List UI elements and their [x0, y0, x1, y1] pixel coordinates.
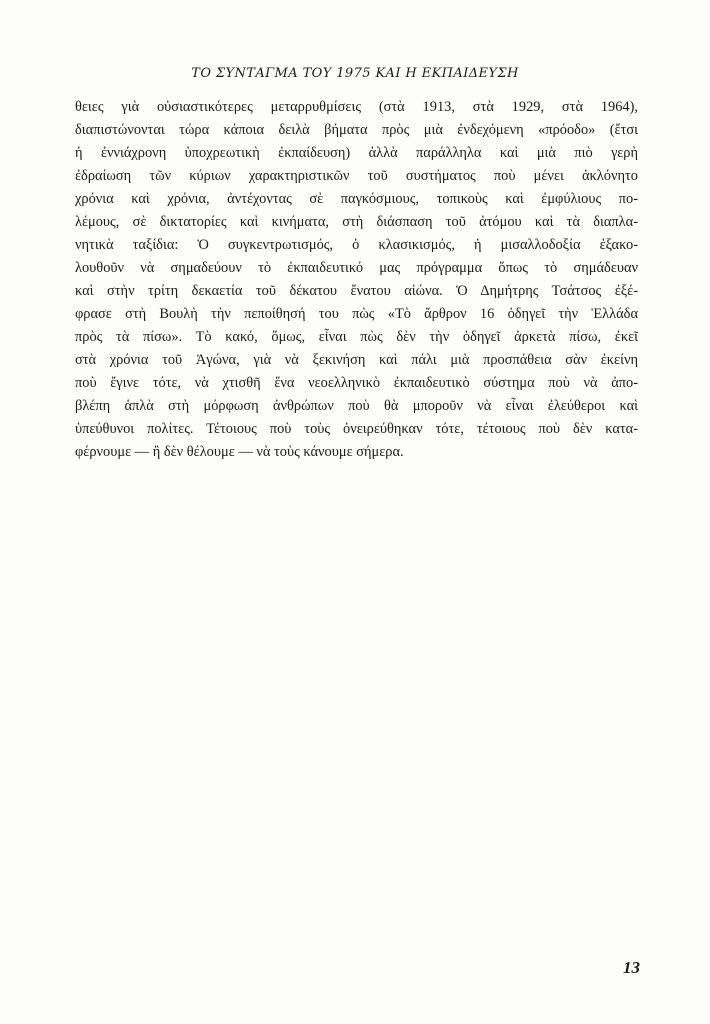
- text-line: φρασε στὴ Βουλὴ τὴν πεποίθησή του πὼς «Τὸ ἄρθρον 16 ὁδηγεῖ τὴν Ἑλλάδα: [75, 306, 638, 322]
- text-line: διαπιστώνονται τώρα κάποια δειλὰ βήματα πρὸς μιὰ ἐνδεχόμενη «πρόοδο» (ἔτσι: [75, 122, 638, 138]
- text-line: ποὺ ἔγινε τότε, νὰ χτισθῆ ἕνα νεοελληνικὸ ἐκπαιδευτικὸ σύστημα ποὺ νὰ ἀπο-: [75, 375, 638, 391]
- text-line: βλέπη ἁπλὰ στὴ μόρφωση ἀνθρώπων ποὺ θὰ μποροῦν νὰ εἶναι ἐλεύθεροι καὶ: [75, 398, 638, 414]
- text-line: καὶ στὴν τρίτη δεκαετία τοῦ δέκατου ἔνατου αἰώνα. Ὁ Δημήτρης Τσάτσος ἐξέ-: [75, 283, 638, 299]
- text-line: ἐδραίωση τῶν κύριων χαρακτηριστικῶν τοῦ συστήματος ποὺ μένει ἀκλόνητο: [75, 168, 638, 184]
- text-line: στὰ χρόνια τοῦ Ἀγώνα, γιὰ νὰ ξεκινήση καὶ πάλι μιὰ προσπάθεια σὰν ἐκείνη: [75, 352, 638, 368]
- text-line: φέρνουμε — ἢ δὲν θέλουμε — νὰ τοὺς κάνουμε σήμερα.: [75, 444, 404, 460]
- text-line: λέμους, σὲ δικτατορίες καὶ κινήματα, στὴ διάσπαση τοῦ ἀτόμου καὶ τὰ διαπλα-: [75, 214, 638, 230]
- text-line: ὑπεύθυνοι πολίτες. Τέτοιους ποὺ τοὺς ὀνειρεύθηκαν τότε, τέτοιους ποὺ δὲν κατα-: [75, 421, 638, 437]
- text-line: θειες γιὰ οὐσιαστικότερες μεταρρυθμίσεις (στὰ 1913, στὰ 1929, στὰ 1964),: [75, 99, 638, 115]
- text-line: ἡ ἐννιάχρονη ὑποχρεωτικὴ ἐκπαίδευση) ἀλλὰ παράλληλα καὶ μιὰ πιὸ γερὴ: [75, 145, 638, 161]
- text-line: χρόνια καὶ χρόνια, ἀντέχοντας σὲ παγκόσμιους, τοπικοὺς καὶ ἐμφύλιους πο-: [75, 191, 638, 207]
- body-paragraph: [75, 96, 638, 464]
- running-title: ΤΟ ΣΥΝΤΑΓΜΑ ΤΟΥ 1975 ΚΑΙ Η ΕΚΠΑΙΔΕΥΣΗ: [191, 66, 519, 81]
- text-line: νητικὰ ταξίδια: Ὁ συγκεντρωτισμός, ὁ κλασικισμός, ἡ μισαλλοδοξία ἐξακο-: [75, 237, 638, 253]
- page-number: 13: [623, 958, 640, 977]
- text-line: λουθοῦν νὰ σημαδεύουν τὸ ἐκπαιδευτικό μας πρόγραμμα ὅπως τὸ σημάδευαν: [75, 260, 638, 276]
- text-line: πρὸς τὰ πίσω». Τὸ κακό, ὅμως, εἶναι πὼς δὲν τὴν ὁδηγεῖ ἀρκετὰ πίσω, ἐκεῖ: [75, 329, 638, 345]
